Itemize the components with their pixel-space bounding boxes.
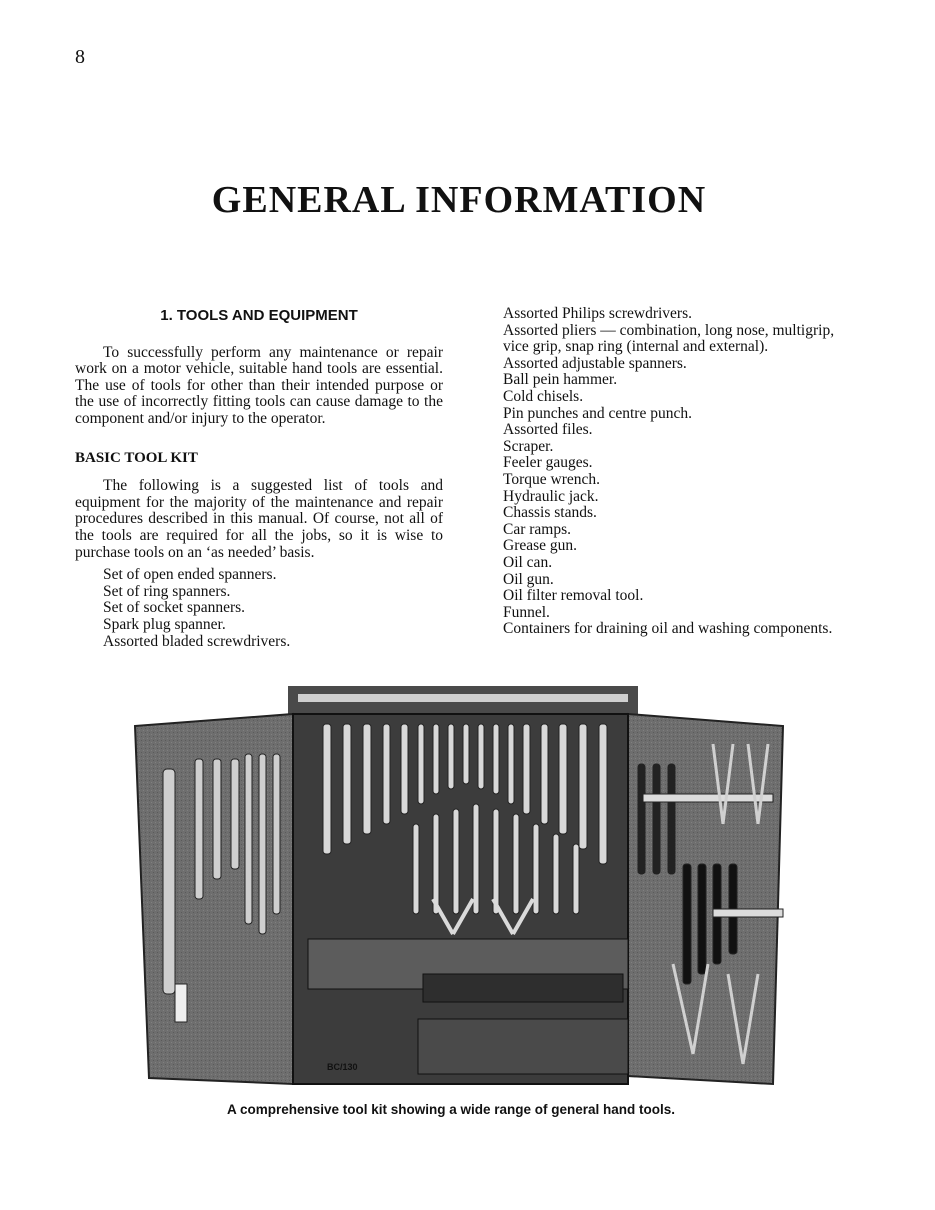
list-item: Containers for draining oil and washing components. [503, 620, 833, 638]
list-item: Assorted bladed screwdrivers. [103, 632, 291, 650]
tool-list-left [75, 567, 443, 650]
section-heading: 1. TOOLS AND EQUIPMENT [160, 307, 358, 324]
list-item: Ball pein hammer. [503, 371, 618, 389]
list-item: Feeler gauges. [503, 454, 593, 472]
list-item: Set of ring spanners. [103, 582, 231, 600]
tool-cabinet-illustration [133, 684, 791, 1094]
intro-paragraph: To successfully perform any maintenance or repair work on a motor vehicle, suitable hand tools are essential. The use of tools for other than their intended purpose or the use of incorrectly fitting tools can cause damage to the component and/or injury to the operator. [75, 343, 443, 427]
figure-caption: A comprehensive tool kit showing a wide range of general hand tools. [226, 1102, 676, 1117]
list-item: Spark plug spanner. [103, 615, 226, 633]
list-item: Torque wrench. [503, 470, 601, 488]
list-item: Grease gun. [503, 537, 578, 555]
list-item: Oil gun. [503, 570, 554, 588]
basic-kit-paragraph: The following is a suggested list of tools and equipment for the majority of the maintenance and repair procedures described in this manual. Of course, not all of the tools are required for all the jobs, so it is wise to purchase tools on an ‘as needed’ basis. [75, 477, 443, 561]
list-item: Set of socket spanners. [103, 599, 246, 617]
list-item: Set of open ended spanners. [103, 566, 277, 584]
page-title: GENERAL INFORMATION [211, 179, 707, 221]
list-item: Hydraulic jack. [503, 487, 599, 505]
tool-list-right [503, 306, 848, 638]
list-item: Pin punches and centre punch. [503, 404, 692, 422]
list-item: Scraper. [503, 437, 554, 455]
list-item: Cold chisels. [503, 387, 584, 405]
right-column [503, 306, 848, 638]
basic-tool-kit-heading: BASIC TOOL KIT [75, 449, 198, 466]
list-item: Assorted Philips screwdrivers. [503, 305, 692, 322]
list-item: Car ramps. [503, 520, 572, 538]
list-item: Assorted files. [503, 421, 593, 439]
list-item: Oil can. [503, 553, 553, 571]
list-item: Assorted adjustable spanners. [503, 354, 687, 372]
list-item: Oil filter removal tool. [503, 587, 644, 605]
left-column [75, 306, 443, 650]
list-item: Chassis stands. [503, 504, 597, 522]
list-item: Funnel. [503, 603, 550, 621]
page-number: 8 [75, 46, 85, 68]
figure-code: BC/130 [327, 1062, 358, 1072]
tool-kit-photo [133, 684, 791, 1094]
list-item: Assorted pliers — combination, long nose, multigrip, vice grip, snap ring (internal and external). [503, 321, 835, 356]
